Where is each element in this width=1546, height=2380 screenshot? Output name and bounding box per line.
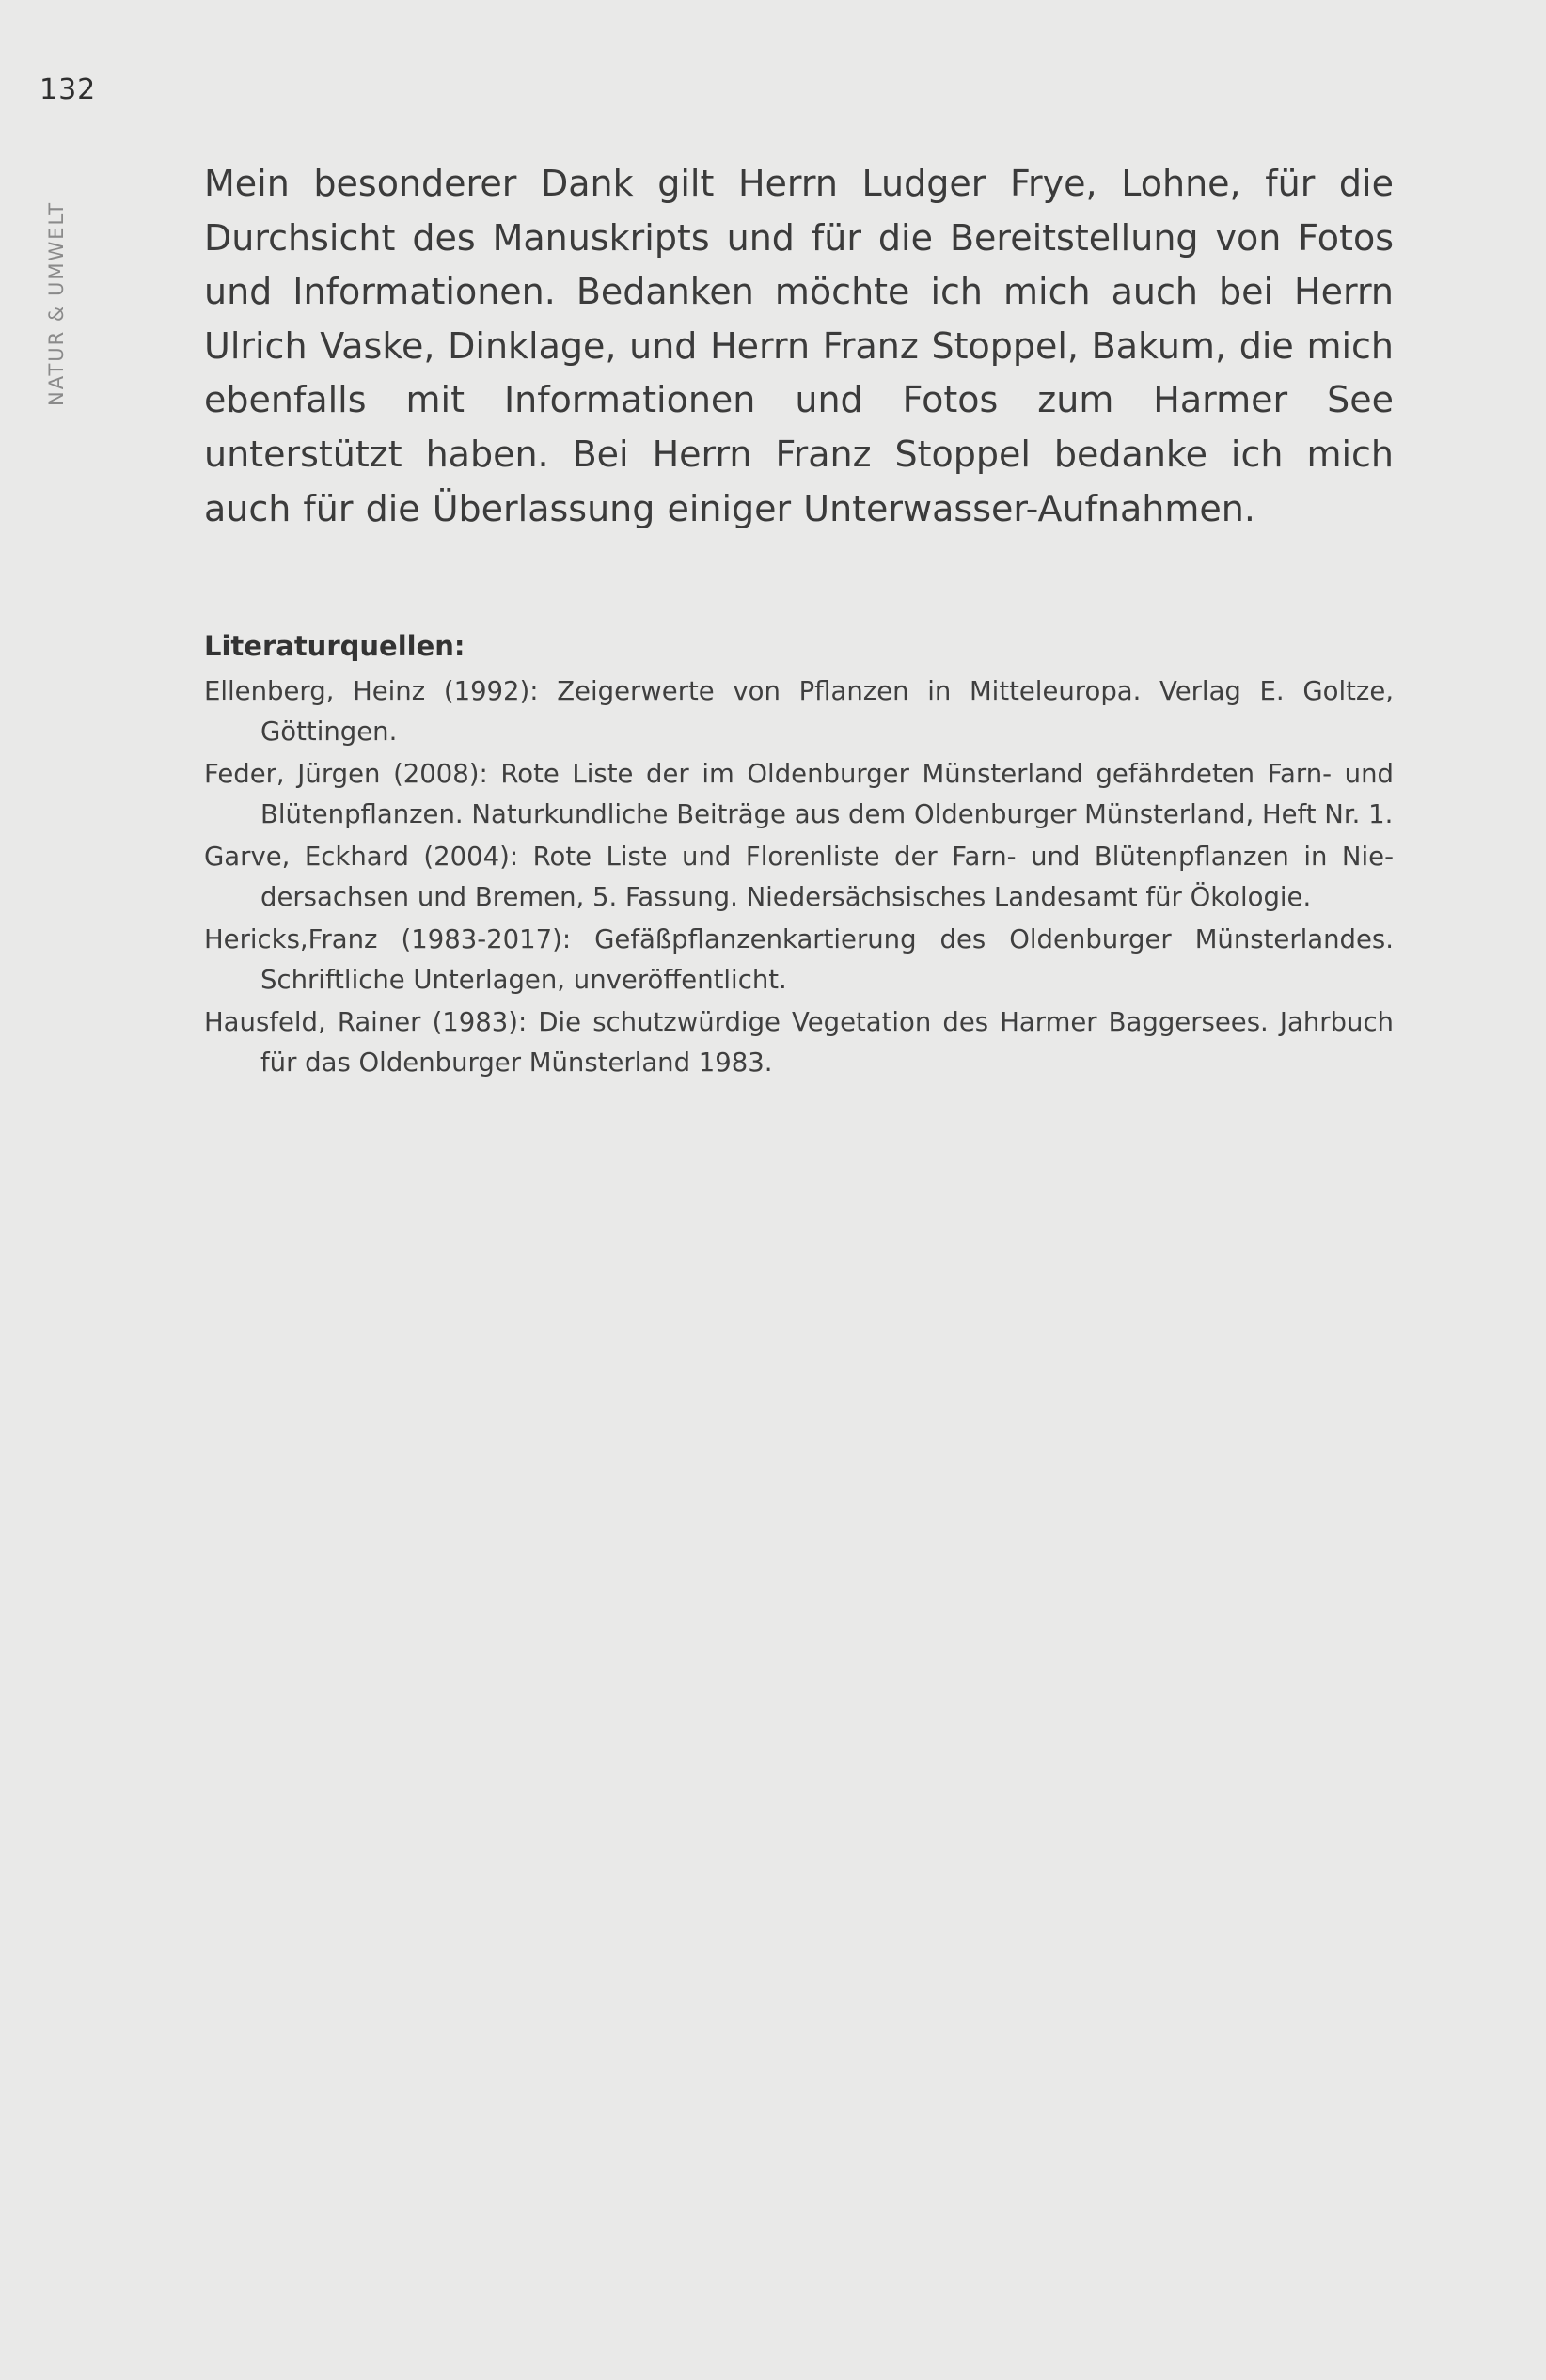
acknowledgment-paragraph: Mein besonderer Dank gilt Herrn Ludger Frye, Lohne, für die Durchsicht des Manuskripts und für die Bereitstellung von Fotos und Informationen. Bedanken möchte ich mich auch bei Herrn Ulrich Vaske, Dinklage, und Herrn Franz Stoppel, Bakum, die mich ebenfalls mit Informationen und Fotos zum Harmer See unterstützt haben. Bei Herrn Franz Stoppel bedanke ich mich auch für die Überlassung einiger Unterwasser-Aufnahmen. <box>204 163 1394 529</box>
section-label: NATUR & UMWELT <box>45 200 68 406</box>
page-number: 132 <box>39 73 97 106</box>
reference-item: Hausfeld, Rainer (1983): Die schutzwürdige Vegetation des Harmer Baggersees. Jahrbuch für das Oldenburger Münsterland 1983. <box>204 1007 1394 1078</box>
references-heading: Literaturquellen: <box>204 630 465 662</box>
references-section <box>204 626 1394 1085</box>
reference-item: Feder, Jürgen (2008): Rote Liste der im Oldenburger Münsterland gefährdeten Farn- und Blütenpflanzen. Naturkundliche Beiträge aus dem Oldenburger Münsterland, Heft Nr. 1. <box>204 759 1394 829</box>
reference-item: Garve, Eckhard (2004): Rote Liste und Florenliste der Farn- und Blütenpflanzen in Niedersachsen und Bremen, 5. Fassung. Niedersächsisches Landesamt für Ökologie. <box>204 842 1394 912</box>
reference-item: Hericks,Franz (1983-2017): Gefäßpflanzenkartierung des Oldenburger Münsterlandes. Schriftliche Unterlagen, unveröffentlicht. <box>204 924 1394 995</box>
reference-item: Ellenberg, Heinz (1992): Zeigerwerte von Pflanzen in Mitteleuropa. Verlag E. Goltze, Göttingen. <box>204 676 1394 747</box>
references-list <box>204 671 1394 1083</box>
